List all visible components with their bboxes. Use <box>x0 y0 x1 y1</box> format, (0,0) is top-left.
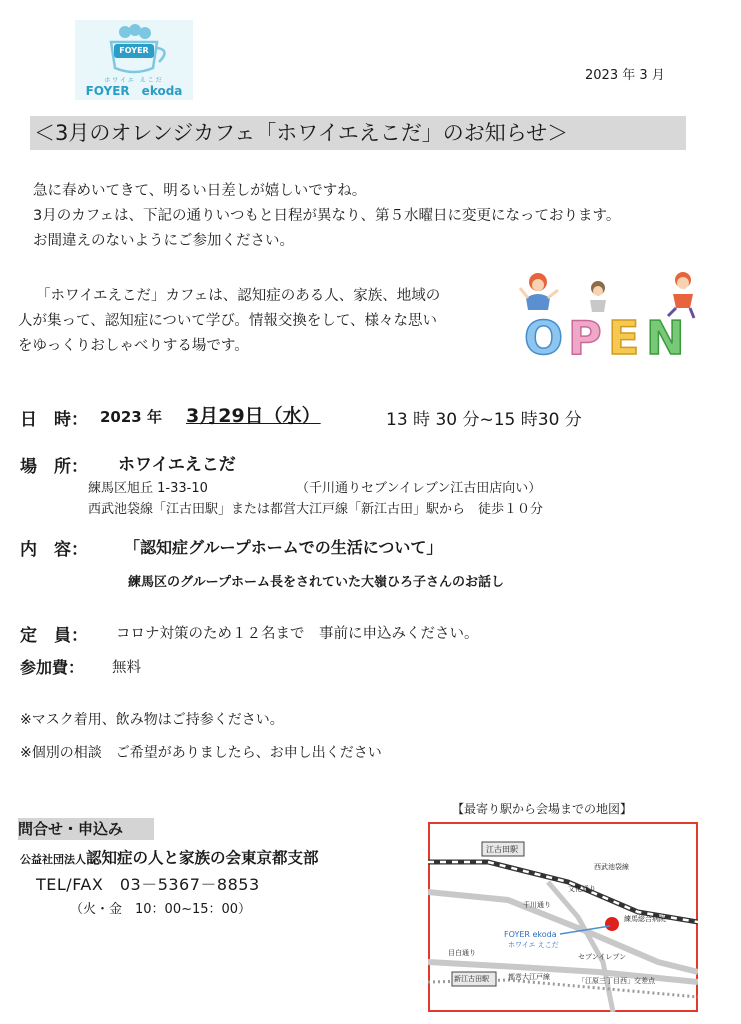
map-label-ekoda: 江古田駅 <box>486 845 518 854</box>
map-label-shin-ekoda: 新江古田駅 <box>454 975 489 983</box>
map-label-foyer-kana: ホワイエ えこだ <box>508 941 559 949</box>
page-title: ＜3月のオレンジカフェ「ホワイエえこだ」のお知らせ＞ <box>30 116 686 150</box>
logo-name: FOYER ekoda <box>85 84 183 98</box>
contact-hours: （火・金 10：00~15：00） <box>70 902 252 917</box>
open-letter-n: N <box>646 311 685 360</box>
map-label-seven-eleven: セブンイレブン <box>578 953 627 961</box>
map-label-senkawa: 千川通り <box>523 901 551 909</box>
map-caption: 【最寄り駅から会場までの地図】 <box>452 802 633 816</box>
open-letter-o: O <box>524 311 564 360</box>
content-label: 内 容： <box>20 540 88 560</box>
schedule-time: 13 時 30 分~15 時30 分 <box>386 410 582 430</box>
place-access: 西武池袋線「江古田駅」または都営大江戸線「新江古田」駅から 徒歩１０分 <box>88 502 544 517</box>
open-letter-p: P <box>568 311 602 360</box>
map-label-foyer: FOYER ekoda <box>504 930 557 939</box>
contact-org-prefix: 公益社団法人 <box>20 853 86 866</box>
place-name: ホワイエえこだ <box>118 455 236 475</box>
map-label-crossing: 「江原三丁目西」交差点 <box>578 977 655 985</box>
map-label-oedo: 都営大江戸線 <box>508 973 550 981</box>
note-mask: ※マスク着用、飲み物はご持参ください。 <box>20 712 284 728</box>
schedule-year: 2023 年 <box>100 408 162 426</box>
schedule-label: 日 時： <box>20 410 88 430</box>
content-topic: 「認知症グループホームでの生活について」 <box>124 538 443 557</box>
map-label-mejiro: 目白通り <box>448 949 476 957</box>
fee-value: 無料 <box>112 660 141 676</box>
map-label-bunka: 文化通り <box>568 885 596 893</box>
intro-line-3: お間違えのないようにご参加ください。 <box>33 233 294 249</box>
issue-date: 2023 年 3 月 <box>585 68 665 83</box>
access-map <box>428 822 698 1012</box>
map-label-seibu: 西武池袋線 <box>594 863 629 871</box>
foyer-logo <box>75 20 193 100</box>
logo-badge: FOYER <box>119 46 149 55</box>
map-label-hospital: 練馬総合病院 <box>624 915 666 923</box>
contact-heading: 問合せ・申込み <box>18 818 154 840</box>
contact-org-name: 認知症の人と家族の会東京都支部 <box>86 849 319 867</box>
schedule-day: 3月29日（水） <box>186 405 321 427</box>
intro-line-2: 3月のカフェは、下記の通りいつもと日程が異なり、第５水曜日に変更になっております。 <box>33 208 621 224</box>
contact-org <box>20 846 319 868</box>
capacity-value: コロナ対策のため１２名まで 事前に申込みください。 <box>116 626 479 642</box>
fee-label: 参加費： <box>20 658 85 677</box>
intro-line-1: 急に春めいてきて、明るい日差しが嬉しいですね。 <box>33 183 367 199</box>
open-letter-e: E <box>608 311 640 360</box>
place-label: 場 所： <box>20 457 88 477</box>
about-line-1: 「ホワイエえこだ」カフェは、認知症のある人、家族、地域の <box>36 288 441 304</box>
about-line-3: をゆっくりおしゃべりする場です。 <box>18 338 249 354</box>
logo-kana: ホワイエ えこだ <box>104 77 164 84</box>
about-line-2: 人が集って、認知症について学び。情報交換をして、様々な思い <box>18 313 438 329</box>
place-landmark: （千川通りセブンイレブン江古田店向い） <box>296 481 542 496</box>
open-sign-illustration <box>518 268 698 360</box>
place-address: 練馬区旭丘 1-33-10 <box>88 481 208 496</box>
note-consultation: ※個別の相談 ご希望がありましたら、お申し出ください <box>20 745 382 761</box>
content-speaker: 練馬区のグループホーム長をされていた大嶺ひろ子さんのお話し <box>128 575 504 590</box>
capacity-label: 定 員： <box>20 626 88 646</box>
contact-tel: TEL/FAX 03－5367－8853 <box>36 875 260 894</box>
